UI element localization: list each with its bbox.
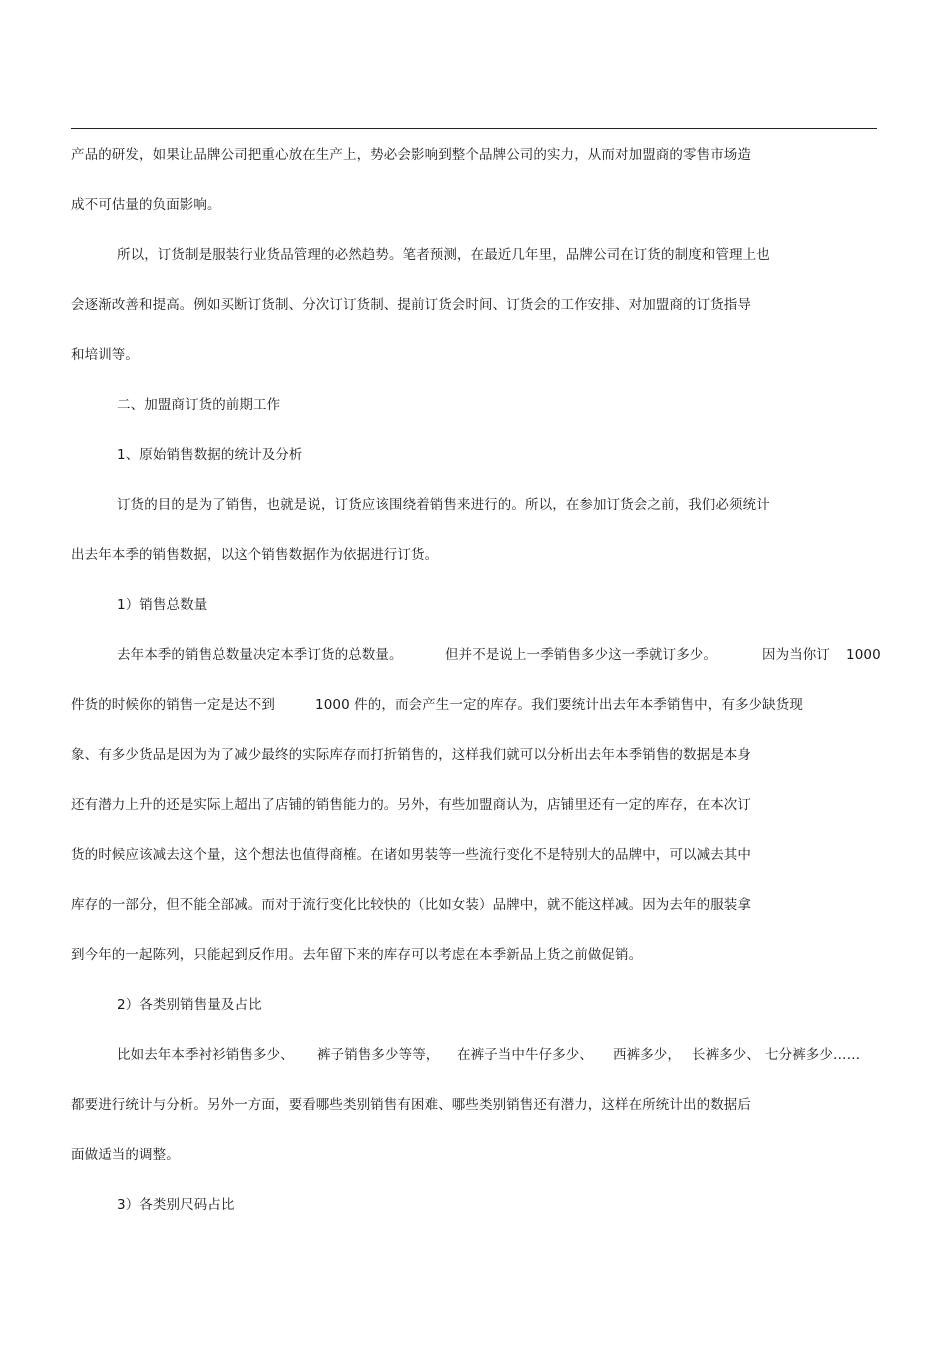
text-segment: 但并不是说上一季销售多少这一季就订多少。 [445,647,717,663]
text-line-13: 象、有多少货品是因为为了减少最终的实际库存而打折销售的，这样我们就可以分析出去年本季销售的数据是本身 [71,747,751,763]
text-line-17: 到今年的一起陈列，只能起到反作用。去年留下来的库存可以考虑在本季新品上货之前做促销。 [71,947,643,963]
text-segment: 在裤子当中牛仔多少、 [457,1047,593,1063]
item-heading-1: 1）销售总数量 [117,597,208,613]
text-segment: 1000 件的，而会产生一定的库存。我们要统计出去年本季销售中，有多少缺货现 [315,697,803,713]
text-segment: 1000 [846,647,881,663]
text-line-4: 会逐渐改善和提高。例如买断订货制、分次订订货制、提前订货会时间、订货会的工作安排、对加盟商的订货指导 [71,297,751,313]
subsection-heading-1: 1、原始销售数据的统计及分析 [117,447,303,463]
text-segment: 因为当你订 [762,647,830,663]
header-rule [71,128,877,129]
text-line-16: 库存的一部分，但不能全部减。而对于流行变化比较快的（比如女装）品牌中，就不能这样减。因为去年的服装拿 [71,897,751,913]
text-segment: 比如去年本季衬衫销售多少、 [117,1047,294,1063]
text-line-8: 订货的目的是为了销售，也就是说，订货应该围绕着销售来进行的。所以，在参加订货会之前，我们必须统计 [117,497,770,513]
text-line-5: 和培训等。 [71,347,139,363]
text-segment: 七分裤多少…… [765,1047,861,1063]
item-heading-3: 3）各类别尺码占比 [117,1197,235,1213]
text-line-15: 货的时候应该减去这个量，这个想法也值得商榷。在诸如男装等一些流行变化不是特别大的品牌中，可以减去其中 [71,847,751,863]
text-segment: 长裤多少、 [692,1047,760,1063]
text-line-3: 所以，订货制是服装行业货品管理的必然趋势。笔者预测，在最近几年里，品牌公司在订货的制度和管理上也 [117,247,770,263]
text-line-2: 成不可估量的负面影响。 [71,197,221,213]
text-line-14: 还有潜力上升的还是实际上超出了店铺的销售能力的。另外，有些加盟商认为，店铺里还有一定的库存，在本次订 [71,797,751,813]
text-segment: 去年本季的销售总数量决定本季订货的总数量。 [117,647,403,663]
item-heading-2: 2）各类别销售量及占比 [117,997,262,1013]
text-line-20: 都要进行统计与分析。另外一方面，要看哪些类别销售有困难、哪些类别销售还有潜力，这样在所统计出的数据后 [71,1097,751,1113]
text-segment: 裤子销售多少等等， [317,1047,440,1063]
text-line-21: 面做适当的调整。 [71,1147,180,1163]
section-heading: 二、加盟商订货的前期工作 [117,397,281,413]
text-line-9: 出去年本季的销售数据，以这个销售数据作为依据进行订货。 [71,547,439,563]
text-segment: 西裤多少， [613,1047,681,1063]
text-segment: 件货的时候你的销售一定是达不到 [71,697,275,713]
text-line-1: 产品的研发，如果让品牌公司把重心放在生产上，势必会影响到整个品牌公司的实力，从而对加盟商的零售市场造 [71,147,751,163]
